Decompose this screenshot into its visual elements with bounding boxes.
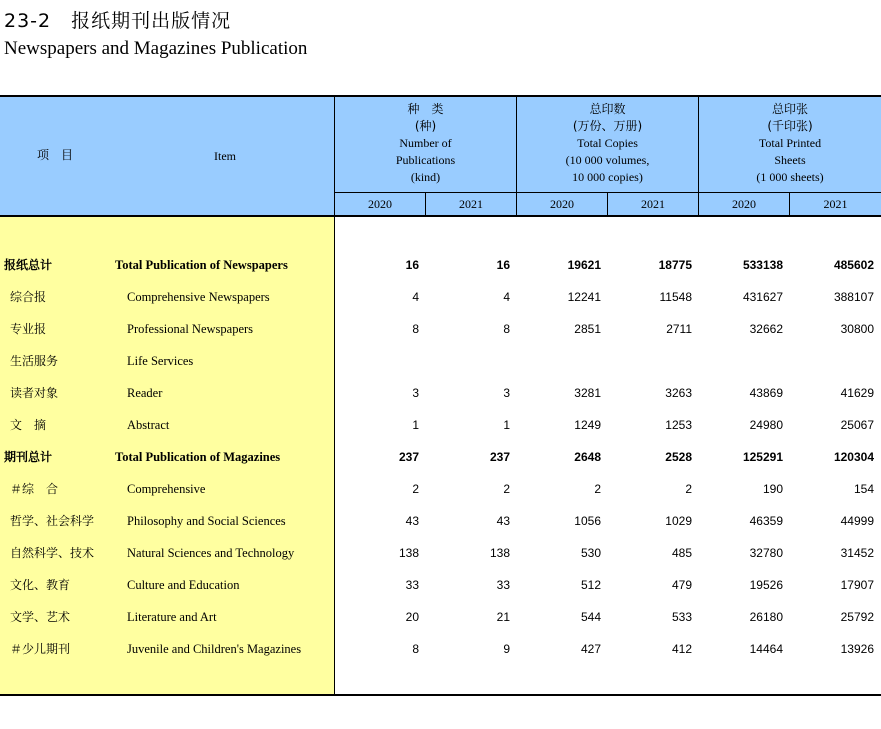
row-value-cell: 154 xyxy=(853,482,874,496)
row-value-cell: 8 xyxy=(503,322,510,336)
row-label-cn: 文化、教育 xyxy=(10,578,71,592)
row-label-en: Natural Sciences and Technology xyxy=(127,546,295,560)
row-value-cell: 8 xyxy=(412,642,419,656)
row-value-cell: 533 xyxy=(671,610,692,624)
header-sheets: 总印张 (千印张) Total Printed Sheets (1 000 sheets) xyxy=(756,102,824,184)
row-value-cell: 1056 xyxy=(574,514,601,528)
row-label-cn: 专业报 xyxy=(10,322,47,336)
row-value-cell: 16 xyxy=(405,258,419,272)
page-title-english: Newspapers and Magazines Publication xyxy=(4,38,308,59)
row-value-cell: 41629 xyxy=(840,386,874,400)
row-value-cell: 12241 xyxy=(567,290,601,304)
row-label-cn: 文学、艺术 xyxy=(10,610,71,624)
row-value-cell: 190 xyxy=(762,482,783,496)
row-label-en: Professional Newspapers xyxy=(127,322,254,336)
page-title-chinese: 23-2 报纸期刊出版情况 xyxy=(4,10,232,32)
row-label-en: Total Publication of Magazines xyxy=(115,450,281,464)
row-label-cn: 文 摘 xyxy=(10,418,47,432)
row-value-cell: 431627 xyxy=(742,290,783,304)
row-label-en: Literature and Art xyxy=(127,610,217,624)
row-value-cell: 43 xyxy=(496,514,510,528)
row-value-cell: 30800 xyxy=(840,322,874,336)
row-value-cell: 3281 xyxy=(574,386,601,400)
row-value-cell: 2 xyxy=(503,482,510,496)
row-value-cell: 544 xyxy=(580,610,601,624)
row-value-cell: 14464 xyxy=(749,642,783,656)
row-value-cell: 427 xyxy=(580,642,601,656)
row-value-cell: 24980 xyxy=(749,418,783,432)
row-value-cell: 26180 xyxy=(749,610,783,624)
row-value-cell: 43 xyxy=(405,514,419,528)
header-item-en: Item xyxy=(214,149,236,163)
row-value-cell: 44999 xyxy=(840,514,874,528)
row-value-cell: 8 xyxy=(412,322,419,336)
table-row xyxy=(0,542,881,564)
row-label-en: Total Publication of Newspapers xyxy=(115,258,288,272)
row-label-cn: 自然科学、技术 xyxy=(10,546,95,560)
header-copies: 总印数 (万份、万册) Total Copies (10 000 volumes, 10 000 copies) xyxy=(565,102,650,184)
row-value-cell: 2 xyxy=(685,482,692,496)
row-label-en: Culture and Education xyxy=(127,578,240,592)
row-value-cell: 485602 xyxy=(833,258,874,272)
row-label-cn: 读者对象 xyxy=(10,386,59,400)
row-label-en: Comprehensive Newspapers xyxy=(127,290,270,304)
row-value-cell: 120304 xyxy=(833,450,874,464)
row-value-cell: 25067 xyxy=(840,418,874,432)
header-kinds: 种 类 (种) Number of Publications (kind) xyxy=(395,102,456,184)
row-value-cell: 1 xyxy=(412,418,419,432)
row-value-cell: 479 xyxy=(671,578,692,592)
row-value-cell: 412 xyxy=(671,642,692,656)
row-value-cell: 2 xyxy=(594,482,601,496)
row-value-cell: 533138 xyxy=(742,258,783,272)
table-row xyxy=(0,478,881,500)
row-value-cell: 125291 xyxy=(742,450,783,464)
row-label-en: Reader xyxy=(127,386,163,400)
table-row xyxy=(0,286,881,308)
row-value-cell: 33 xyxy=(405,578,419,592)
year-copies-2020: 2020 xyxy=(550,197,574,211)
row-label-cn: ＃综 合 xyxy=(10,482,59,496)
row-value-cell: 18775 xyxy=(658,258,692,272)
row-value-cell: 3263 xyxy=(665,386,692,400)
row-value-cell: 388107 xyxy=(833,290,874,304)
row-value-cell: 19621 xyxy=(567,258,601,272)
table-row xyxy=(0,446,881,468)
row-value-cell: 530 xyxy=(580,546,601,560)
year-sheets-2021: 2021 xyxy=(823,197,848,211)
row-value-cell: 2851 xyxy=(574,322,601,336)
row-label-en: Life Services xyxy=(127,354,194,368)
row-value-cell: 31452 xyxy=(840,546,874,560)
row-value-cell: 2 xyxy=(412,482,419,496)
row-label-cn: 生活服务 xyxy=(10,354,59,368)
row-value-cell: 2528 xyxy=(665,450,692,464)
row-value-cell: 11548 xyxy=(659,290,692,304)
header-item-cn: 项 目 xyxy=(36,148,73,162)
row-value-cell: 138 xyxy=(398,546,419,560)
row-value-cell: 43869 xyxy=(749,386,783,400)
year-sheets-2020: 2020 xyxy=(732,197,756,211)
row-value-cell: 9 xyxy=(503,642,510,656)
row-value-cell: 32780 xyxy=(749,546,783,560)
row-label-en: Abstract xyxy=(127,418,170,432)
table-row xyxy=(0,414,881,436)
row-label-cn: 哲学、社会科学 xyxy=(10,514,95,528)
row-value-cell: 17907 xyxy=(840,578,874,592)
table-row xyxy=(0,350,881,372)
row-value-cell: 3 xyxy=(412,386,419,400)
row-label-en: Philosophy and Social Sciences xyxy=(127,514,286,528)
row-value-cell: 2648 xyxy=(574,450,601,464)
table-row xyxy=(0,382,881,404)
row-value-cell: 138 xyxy=(489,546,510,560)
row-value-cell: 2711 xyxy=(666,322,692,336)
table-row xyxy=(0,574,881,596)
row-value-cell: 1029 xyxy=(665,514,692,528)
row-value-cell: 1253 xyxy=(665,418,692,432)
row-value-cell: 25792 xyxy=(840,610,874,624)
row-value-cell: 21 xyxy=(496,610,510,624)
table-row xyxy=(0,510,881,532)
row-value-cell: 3 xyxy=(503,386,510,400)
row-value-cell: 1 xyxy=(503,418,510,432)
row-label-cn: ＃少儿期刊 xyxy=(10,642,71,656)
row-value-cell: 32662 xyxy=(749,322,783,336)
row-value-cell: 485 xyxy=(671,546,692,560)
row-value-cell: 13926 xyxy=(840,642,874,656)
row-value-cell: 4 xyxy=(412,290,419,304)
table-bottom-rule xyxy=(0,694,881,696)
row-label-en: Juvenile and Children's Magazines xyxy=(127,642,302,656)
row-value-cell: 20 xyxy=(405,610,419,624)
table-row xyxy=(0,638,881,660)
row-value-cell: 4 xyxy=(503,290,510,304)
row-label-cn: 综合报 xyxy=(10,290,47,304)
table-row xyxy=(0,318,881,340)
table-row xyxy=(0,254,881,276)
row-value-cell: 237 xyxy=(489,450,510,464)
row-label-en: Comprehensive xyxy=(127,482,206,496)
row-value-cell: 512 xyxy=(580,578,601,592)
row-value-cell: 237 xyxy=(398,450,419,464)
row-label-cn: 期刊总计 xyxy=(4,450,53,464)
year-kinds-2021: 2021 xyxy=(459,197,483,211)
row-value-cell: 33 xyxy=(496,578,510,592)
table-row xyxy=(0,606,881,628)
row-value-cell: 46359 xyxy=(749,514,783,528)
row-value-cell: 19526 xyxy=(749,578,783,592)
year-copies-2021: 2021 xyxy=(641,197,665,211)
row-value-cell: 16 xyxy=(496,258,510,272)
row-label-cn: 报纸总计 xyxy=(4,258,53,272)
row-value-cell: 1249 xyxy=(574,418,601,432)
year-kinds-2020: 2020 xyxy=(368,197,392,211)
